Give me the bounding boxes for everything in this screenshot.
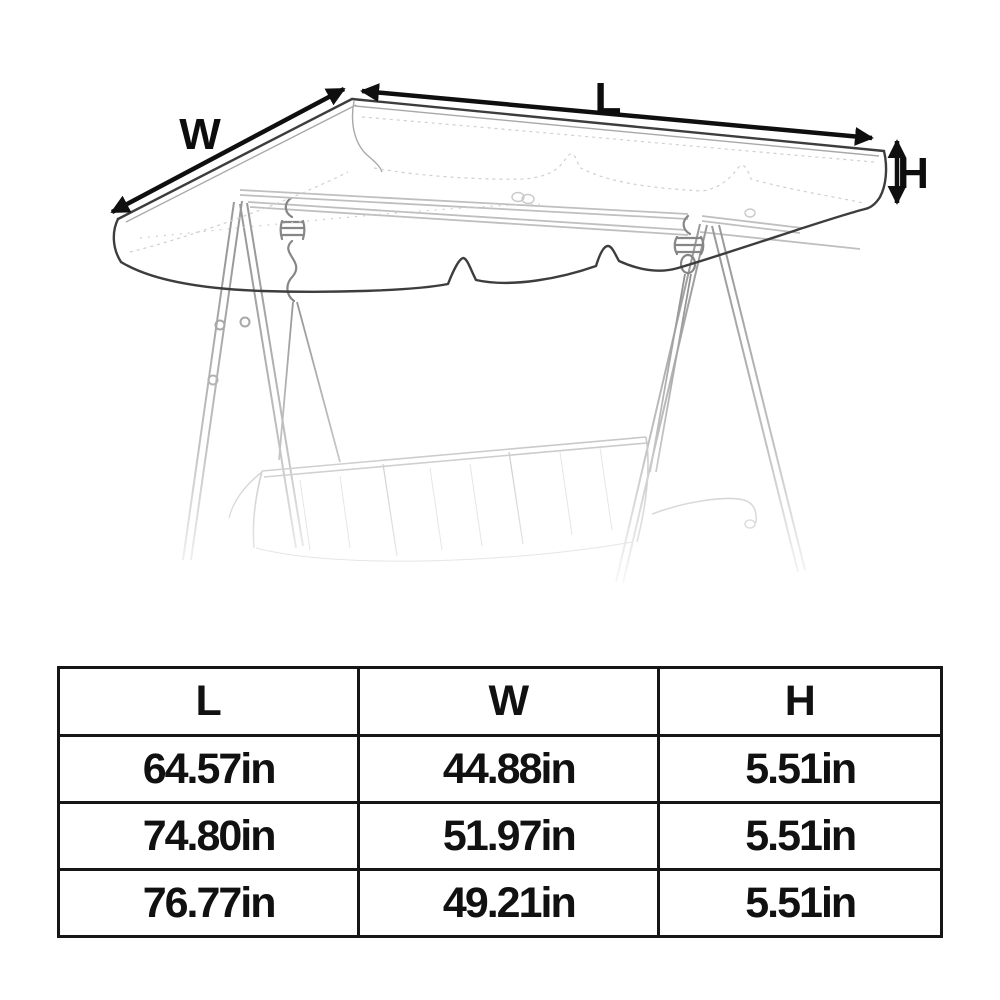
table-header-row — [59, 668, 942, 736]
table-row — [59, 736, 942, 803]
col-header-length: L — [59, 668, 359, 736]
cell-row3-height: 5.51in — [659, 870, 942, 937]
bench-seat-texture — [256, 448, 632, 561]
cell-row3-length: 76.77in — [59, 870, 359, 937]
table-row — [59, 803, 942, 870]
left-a-frame — [183, 201, 303, 560]
width-dimension-label: W — [179, 110, 221, 159]
left-hanger-hook — [281, 198, 305, 301]
right-a-frame — [616, 224, 805, 583]
cell-row2-height: 5.51in — [659, 803, 942, 870]
cell-row1-height: 5.51in — [659, 736, 942, 803]
canopy-sketch-texture — [130, 117, 874, 252]
cell-row1-length: 64.57in — [59, 736, 359, 803]
cell-row3-width: 49.21in — [359, 870, 659, 937]
cell-row1-width: 44.88in — [359, 736, 659, 803]
col-header-width: W — [359, 668, 659, 736]
table-row — [59, 870, 942, 937]
cell-row2-length: 74.80in — [59, 803, 359, 870]
dimension-arrows — [112, 89, 897, 212]
dimensions-table — [57, 666, 943, 938]
cell-row2-width: 51.97in — [359, 803, 659, 870]
height-dimension-label: H — [897, 149, 929, 198]
col-header-height: H — [659, 668, 942, 736]
rail-chain-links — [512, 193, 755, 218]
length-dimension-label: L — [594, 74, 622, 123]
hanging-chains — [279, 274, 691, 472]
